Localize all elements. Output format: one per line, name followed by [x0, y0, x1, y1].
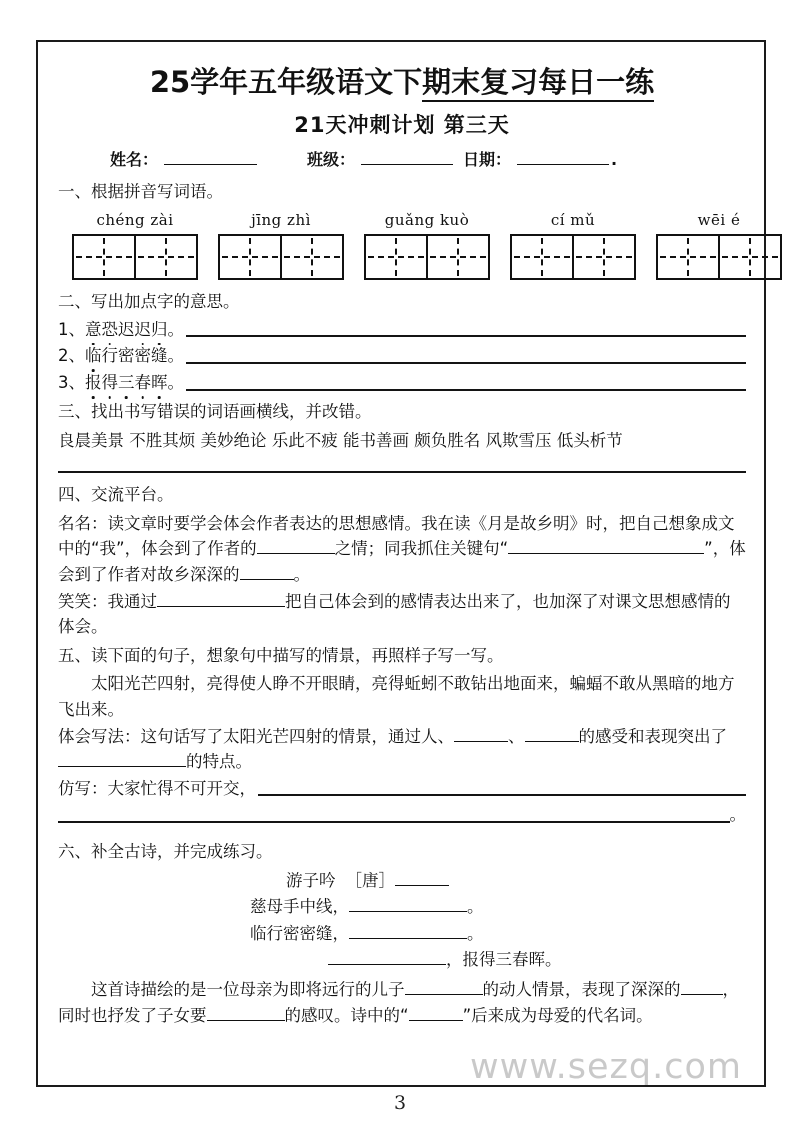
page-number: 3	[393, 1092, 407, 1114]
section-2-item	[58, 318, 746, 343]
page-subtitle: 21天冲刺计划 第三天	[294, 113, 510, 137]
question-number: 3、	[58, 373, 85, 392]
dialog-1-part-b: 之情；同我抓住关键句“	[334, 539, 509, 559]
dialog-1-part-d: 。	[293, 564, 310, 584]
q-part-3: ，同时也抒发了子女要	[58, 980, 739, 1025]
blank-field[interactable]	[157, 592, 285, 607]
method-part-1: 这句话写了太阳光芒四射的情景，通过人、	[140, 726, 454, 746]
section-5-imitation-line-2	[58, 803, 746, 828]
date-trailing-dot: .	[611, 150, 618, 169]
page-title-underlined: 期末复习每日一练	[422, 65, 654, 102]
poem-line-3	[58, 947, 746, 973]
method-part-2: 、	[508, 726, 525, 746]
method-part-4: 的特点。	[186, 752, 252, 772]
blank-field[interactable]	[454, 727, 508, 742]
poem-line-1-end: 。	[467, 897, 484, 917]
question-number: 2、	[58, 346, 85, 366]
blank-field[interactable]	[525, 727, 579, 742]
poem-line-1	[58, 894, 746, 920]
poem-line-2-text: 临行密密缝，	[250, 923, 349, 943]
grid-cell[interactable]	[572, 236, 634, 278]
character-grid[interactable]	[218, 234, 344, 280]
name-field-group	[110, 147, 307, 170]
grid-cell[interactable]	[366, 236, 426, 278]
blank-field[interactable]	[328, 950, 446, 965]
date-label: 日期：	[463, 150, 512, 169]
answer-line[interactable]	[186, 335, 746, 337]
section-2-item	[58, 371, 746, 396]
student-info-row	[58, 147, 746, 170]
poem-line-3-end: ，报得三春晖。	[446, 950, 562, 970]
section-6-heading: 六、补全古诗，并完成练习。	[58, 842, 273, 862]
blank-field[interactable]	[349, 924, 467, 939]
speaker-1-label: 名名：	[58, 513, 108, 533]
grid-cell[interactable]	[280, 236, 342, 278]
name-input[interactable]	[164, 151, 257, 165]
poem-title: 游子吟	[286, 870, 336, 890]
dialog-2-part-b: 把自己体会到的感情表达出来了，也加深了对课文思想感情的体会。	[58, 591, 731, 637]
class-label: 班级：	[307, 150, 356, 169]
pinyin-text: jīng zhì	[251, 210, 311, 229]
imitation-prompt: 大家忙得不可开交，	[107, 778, 256, 798]
grid-cell[interactable]	[426, 236, 488, 278]
character-grid[interactable]	[364, 234, 490, 280]
pinyin-text: chéng zài	[96, 210, 174, 229]
question-text: 报得三春晖。	[85, 371, 184, 396]
section-5-method-line	[58, 724, 746, 775]
dialog-2-part-a: 我通过	[107, 591, 157, 611]
q-part-4: 的感叹。诗中的“	[284, 1006, 409, 1025]
method-part-3: 的感受和表现突出了	[578, 726, 727, 746]
section-2-item	[58, 344, 746, 369]
pinyin-item	[656, 211, 782, 280]
pinyin-item	[364, 211, 490, 280]
character-grid[interactable]	[510, 234, 636, 280]
grid-cell[interactable]	[220, 236, 280, 278]
blank-field[interactable]	[508, 539, 704, 554]
section-4-dialog-1	[58, 511, 746, 588]
section-5-example-sentence: 太阳光芒四射，亮得使人睁不开眼睛，亮得蚯蚓不敢钻出地面来，蝙蝠不敢从黑暗的地方飞出来。	[58, 674, 735, 719]
pinyin-item	[218, 211, 344, 280]
section-3-answer-line[interactable]	[58, 471, 746, 473]
answer-line[interactable]	[186, 389, 746, 391]
grid-cell[interactable]	[134, 236, 196, 278]
dialog-1-part-a: 读文章时要学会体会作者表达的思想感情。我在读《月是故乡明》时，把自己想象成文中的“我”，体会到了作者的	[58, 513, 735, 559]
question-number: 1、	[58, 319, 85, 339]
answer-line[interactable]	[58, 821, 730, 823]
imitation-end-punct: 。	[729, 805, 746, 825]
section-2-heading: 二、写出加点字的意思。	[58, 291, 240, 311]
pinyin-item	[510, 211, 636, 280]
poem-author-label: ［唐］	[345, 870, 395, 890]
poem-line-2	[58, 921, 746, 947]
blank-field[interactable]	[409, 1006, 463, 1021]
pinyin-grid-row	[58, 211, 746, 280]
blank-field[interactable]	[349, 897, 467, 912]
blank-field[interactable]	[58, 752, 186, 767]
grid-cell[interactable]	[74, 236, 134, 278]
pinyin-item	[72, 211, 198, 280]
speaker-2-label: 笑笑：	[58, 591, 108, 611]
answer-line[interactable]	[258, 794, 746, 796]
answer-line[interactable]	[186, 362, 746, 364]
blank-field[interactable]	[240, 565, 294, 580]
imitation-label: 仿写：	[58, 778, 108, 798]
pinyin-text: guǎng kuò	[384, 210, 470, 229]
class-input[interactable]	[361, 151, 453, 165]
blank-field[interactable]	[681, 980, 723, 995]
name-label: 姓名：	[110, 150, 159, 169]
method-label: 体会写法：	[58, 726, 141, 746]
section-3-heading: 三、找出书写错误的词语画横线，并改错。	[58, 401, 372, 421]
character-grid[interactable]	[656, 234, 782, 280]
q-part-5: ”后来成为母爱的代名词。	[462, 1006, 653, 1025]
page-content	[38, 42, 764, 1085]
section-1-heading: 一、根据拼音写词语。	[58, 182, 223, 201]
dialog-1-part-c: ”，体会到了作者对故乡深深的	[58, 539, 746, 584]
question-text: 临行密密缝。	[85, 344, 184, 369]
q-part-1: 这首诗描绘的是一位母亲为即将远行的儿子	[91, 980, 405, 1000]
date-field-group	[463, 147, 617, 170]
blank-field[interactable]	[257, 539, 335, 554]
question-text: 意恐迟迟归。	[85, 318, 184, 343]
blank-field[interactable]	[395, 871, 449, 886]
section-4-heading: 四、交流平台。	[58, 485, 174, 505]
section-3-word-list: 良晨美景 不胜其烦 美妙绝论 乐此不疲 能书善画 颇负胜名 风欺雪压 低头析节	[58, 430, 623, 450]
page-title-plain: 25学年五年级语文下	[149, 65, 423, 99]
grid-cell[interactable]	[718, 236, 780, 278]
class-field-group	[307, 147, 463, 170]
poem-block	[58, 868, 746, 974]
pinyin-text: wēi é	[697, 210, 741, 229]
date-input[interactable]	[517, 151, 609, 165]
poem-line-2-end: 。	[467, 923, 484, 943]
q-part-2: 的动人情景，表现了深深的	[482, 980, 681, 1000]
section-5-heading: 五、读下面的句子，想象句中描写的情景，再照样子写一写。	[58, 645, 504, 665]
grid-cell[interactable]	[658, 236, 718, 278]
poem-line-1-text: 慈母手中线，	[250, 897, 349, 917]
grid-cell[interactable]	[512, 236, 572, 278]
section-4-dialog-2	[58, 589, 746, 640]
page-frame	[36, 40, 766, 1087]
character-grid[interactable]	[72, 234, 198, 280]
blank-field[interactable]	[405, 980, 483, 995]
section-5-imitation-line	[58, 777, 746, 802]
watermark: www.sezq.com	[470, 1047, 743, 1087]
blank-field[interactable]	[207, 1006, 285, 1021]
section-6-question-paragraph	[58, 977, 746, 1028]
poem-title-line	[58, 868, 746, 894]
pinyin-text: cí mǔ	[550, 210, 596, 229]
page-title	[58, 60, 746, 101]
